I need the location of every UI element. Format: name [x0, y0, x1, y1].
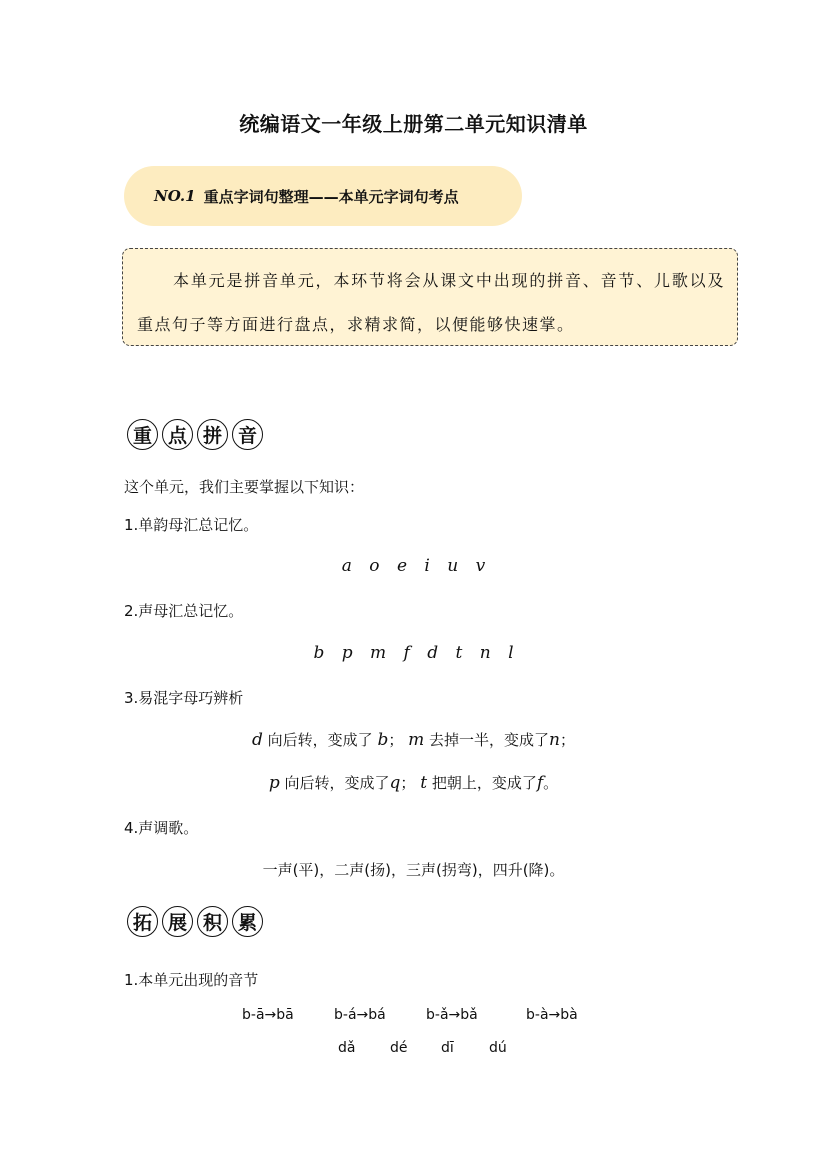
letter: q: [389, 773, 401, 793]
line-text: 把朝上，变成了: [431, 774, 537, 792]
line-text: 向后转，变成了: [267, 731, 373, 749]
badge-char: 累: [232, 906, 263, 937]
letter: d: [251, 730, 263, 750]
syllable: b-ǎ→bǎ: [426, 1007, 478, 1023]
line-text: 。: [543, 774, 559, 792]
badge-char: 展: [162, 906, 193, 937]
badge-char: 音: [232, 419, 263, 450]
extension-badge: [127, 906, 263, 937]
letter: t: [420, 773, 428, 793]
letter: n: [549, 730, 560, 750]
item-heading: 1.本单元出现的音节: [124, 971, 259, 989]
vowel-list: a o e i u v: [341, 556, 486, 576]
confusable-line-2: [0, 772, 827, 793]
key-pinyin-badge: [127, 419, 263, 450]
syllable: b-à→bà: [526, 1007, 578, 1023]
letter: f: [536, 773, 544, 793]
intro-box: 本单元是拼音单元，本环节将会从课文中出现的拼音、音节、儿歌以及重点句子等方面进行盘点，求精求简，以便能够快速掌。: [122, 248, 738, 346]
item-heading: 1.单韵母汇总记忆。: [124, 516, 259, 534]
line-text: ；: [388, 731, 404, 749]
item-heading: 3.易混字母巧辨析: [124, 689, 244, 707]
confusable-line-1: [0, 729, 827, 750]
letter: b: [377, 730, 389, 750]
badge-char: 积: [197, 906, 228, 937]
lead-text: 这个单元，我们主要掌握以下知识：: [124, 478, 365, 496]
line-text: 向后转，变成了: [284, 774, 390, 792]
line-text: ；: [560, 731, 576, 749]
item-heading: 2.声母汇总记忆。: [124, 602, 244, 620]
tone-song: 一声(平)，二声(扬)，三声(拐弯)，四升(降)。: [262, 861, 565, 879]
line-text: 去掉一半，变成了: [429, 731, 550, 749]
badge-char: 拼: [197, 419, 228, 450]
letter: p: [268, 773, 280, 793]
initial-list: b p m f d t n l: [313, 643, 514, 663]
badge-char: 重: [127, 419, 158, 450]
item-heading: 4.声调歌。: [124, 819, 199, 837]
page-title: 统编语文一年级上册第二单元知识清单: [239, 112, 588, 136]
section-heading: 重点字词句整理——本单元字词句考点: [203, 187, 459, 206]
section-heading-pill: [124, 166, 522, 226]
section-number: NO.1: [154, 187, 196, 205]
syllable: b-ā→bā: [242, 1007, 294, 1023]
syllable: dī: [441, 1040, 454, 1056]
syllable: dǎ: [338, 1040, 356, 1056]
syllable: dú: [489, 1040, 507, 1056]
line-text: ；: [400, 774, 416, 792]
letter: m: [408, 730, 425, 750]
badge-char: 拓: [127, 906, 158, 937]
syllable: b-á→bá: [334, 1007, 386, 1023]
badge-char: 点: [162, 419, 193, 450]
syllable: dé: [390, 1040, 408, 1056]
